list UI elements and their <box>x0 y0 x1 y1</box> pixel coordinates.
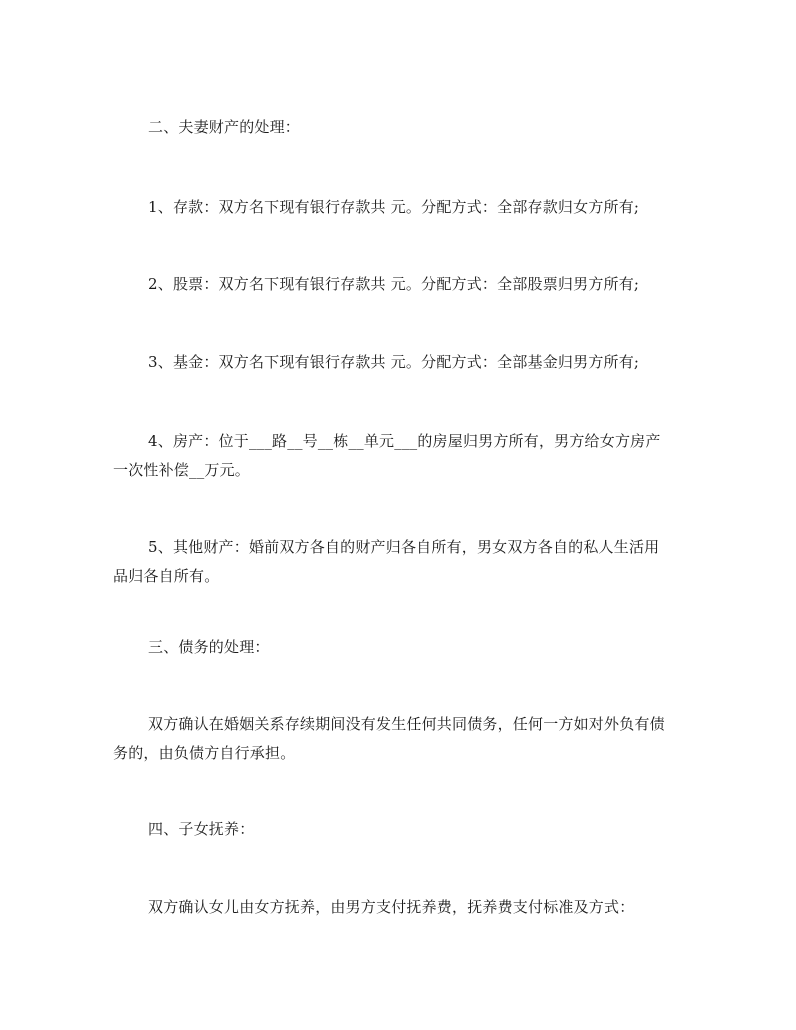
property-item-savings <box>113 193 683 222</box>
paragraph-line: 5、其他财产：婚前双方各自的财产归各自所有，男女双方各自的私人生活用 <box>148 538 660 556</box>
paragraph-line: 2、股票：双方名下现有银行存款共 元。分配方式：全部股票归男方所有; <box>148 275 640 293</box>
property-item-other <box>113 533 683 591</box>
section-heading-children <box>113 815 683 844</box>
paragraph-line: 1、存款：双方名下现有银行存款共 元。分配方式：全部存款归女方所有; <box>148 198 640 216</box>
section-heading-property <box>113 113 683 142</box>
property-item-real-estate <box>113 427 683 485</box>
property-item-funds <box>113 348 683 377</box>
paragraph-line: 4、房产：位于___路__号__栋__单元___的房屋归男方所有，男方给女方房产 <box>148 432 661 450</box>
paragraph-line: 双方确认在婚姻关系存续期间没有发生任何共同债务，任何一方如对外负有债 <box>148 715 665 733</box>
paragraph-line: 品归各自所有。 <box>113 567 220 585</box>
paragraph-line: 二、夫妻财产的处理： <box>148 118 301 136</box>
paragraph-line: 四、子女抚养： <box>148 820 255 838</box>
paragraph-line: 一次性补偿__万元。 <box>113 461 251 479</box>
section-heading-debt <box>113 633 683 662</box>
child-support-paragraph <box>113 893 683 922</box>
paragraph-line: 3、基金：双方名下现有银行存款共 元。分配方式：全部基金归男方所有; <box>148 353 640 371</box>
paragraph-line: 三、债务的处理： <box>148 638 270 656</box>
property-item-stocks <box>113 270 683 299</box>
paragraph-line: 双方确认女儿由女方抚养，由男方支付抚养费，抚养费支付标准及方式： <box>148 898 635 916</box>
paragraph-line: 务的，由负债方自行承担。 <box>113 744 296 762</box>
debt-paragraph <box>113 710 683 768</box>
